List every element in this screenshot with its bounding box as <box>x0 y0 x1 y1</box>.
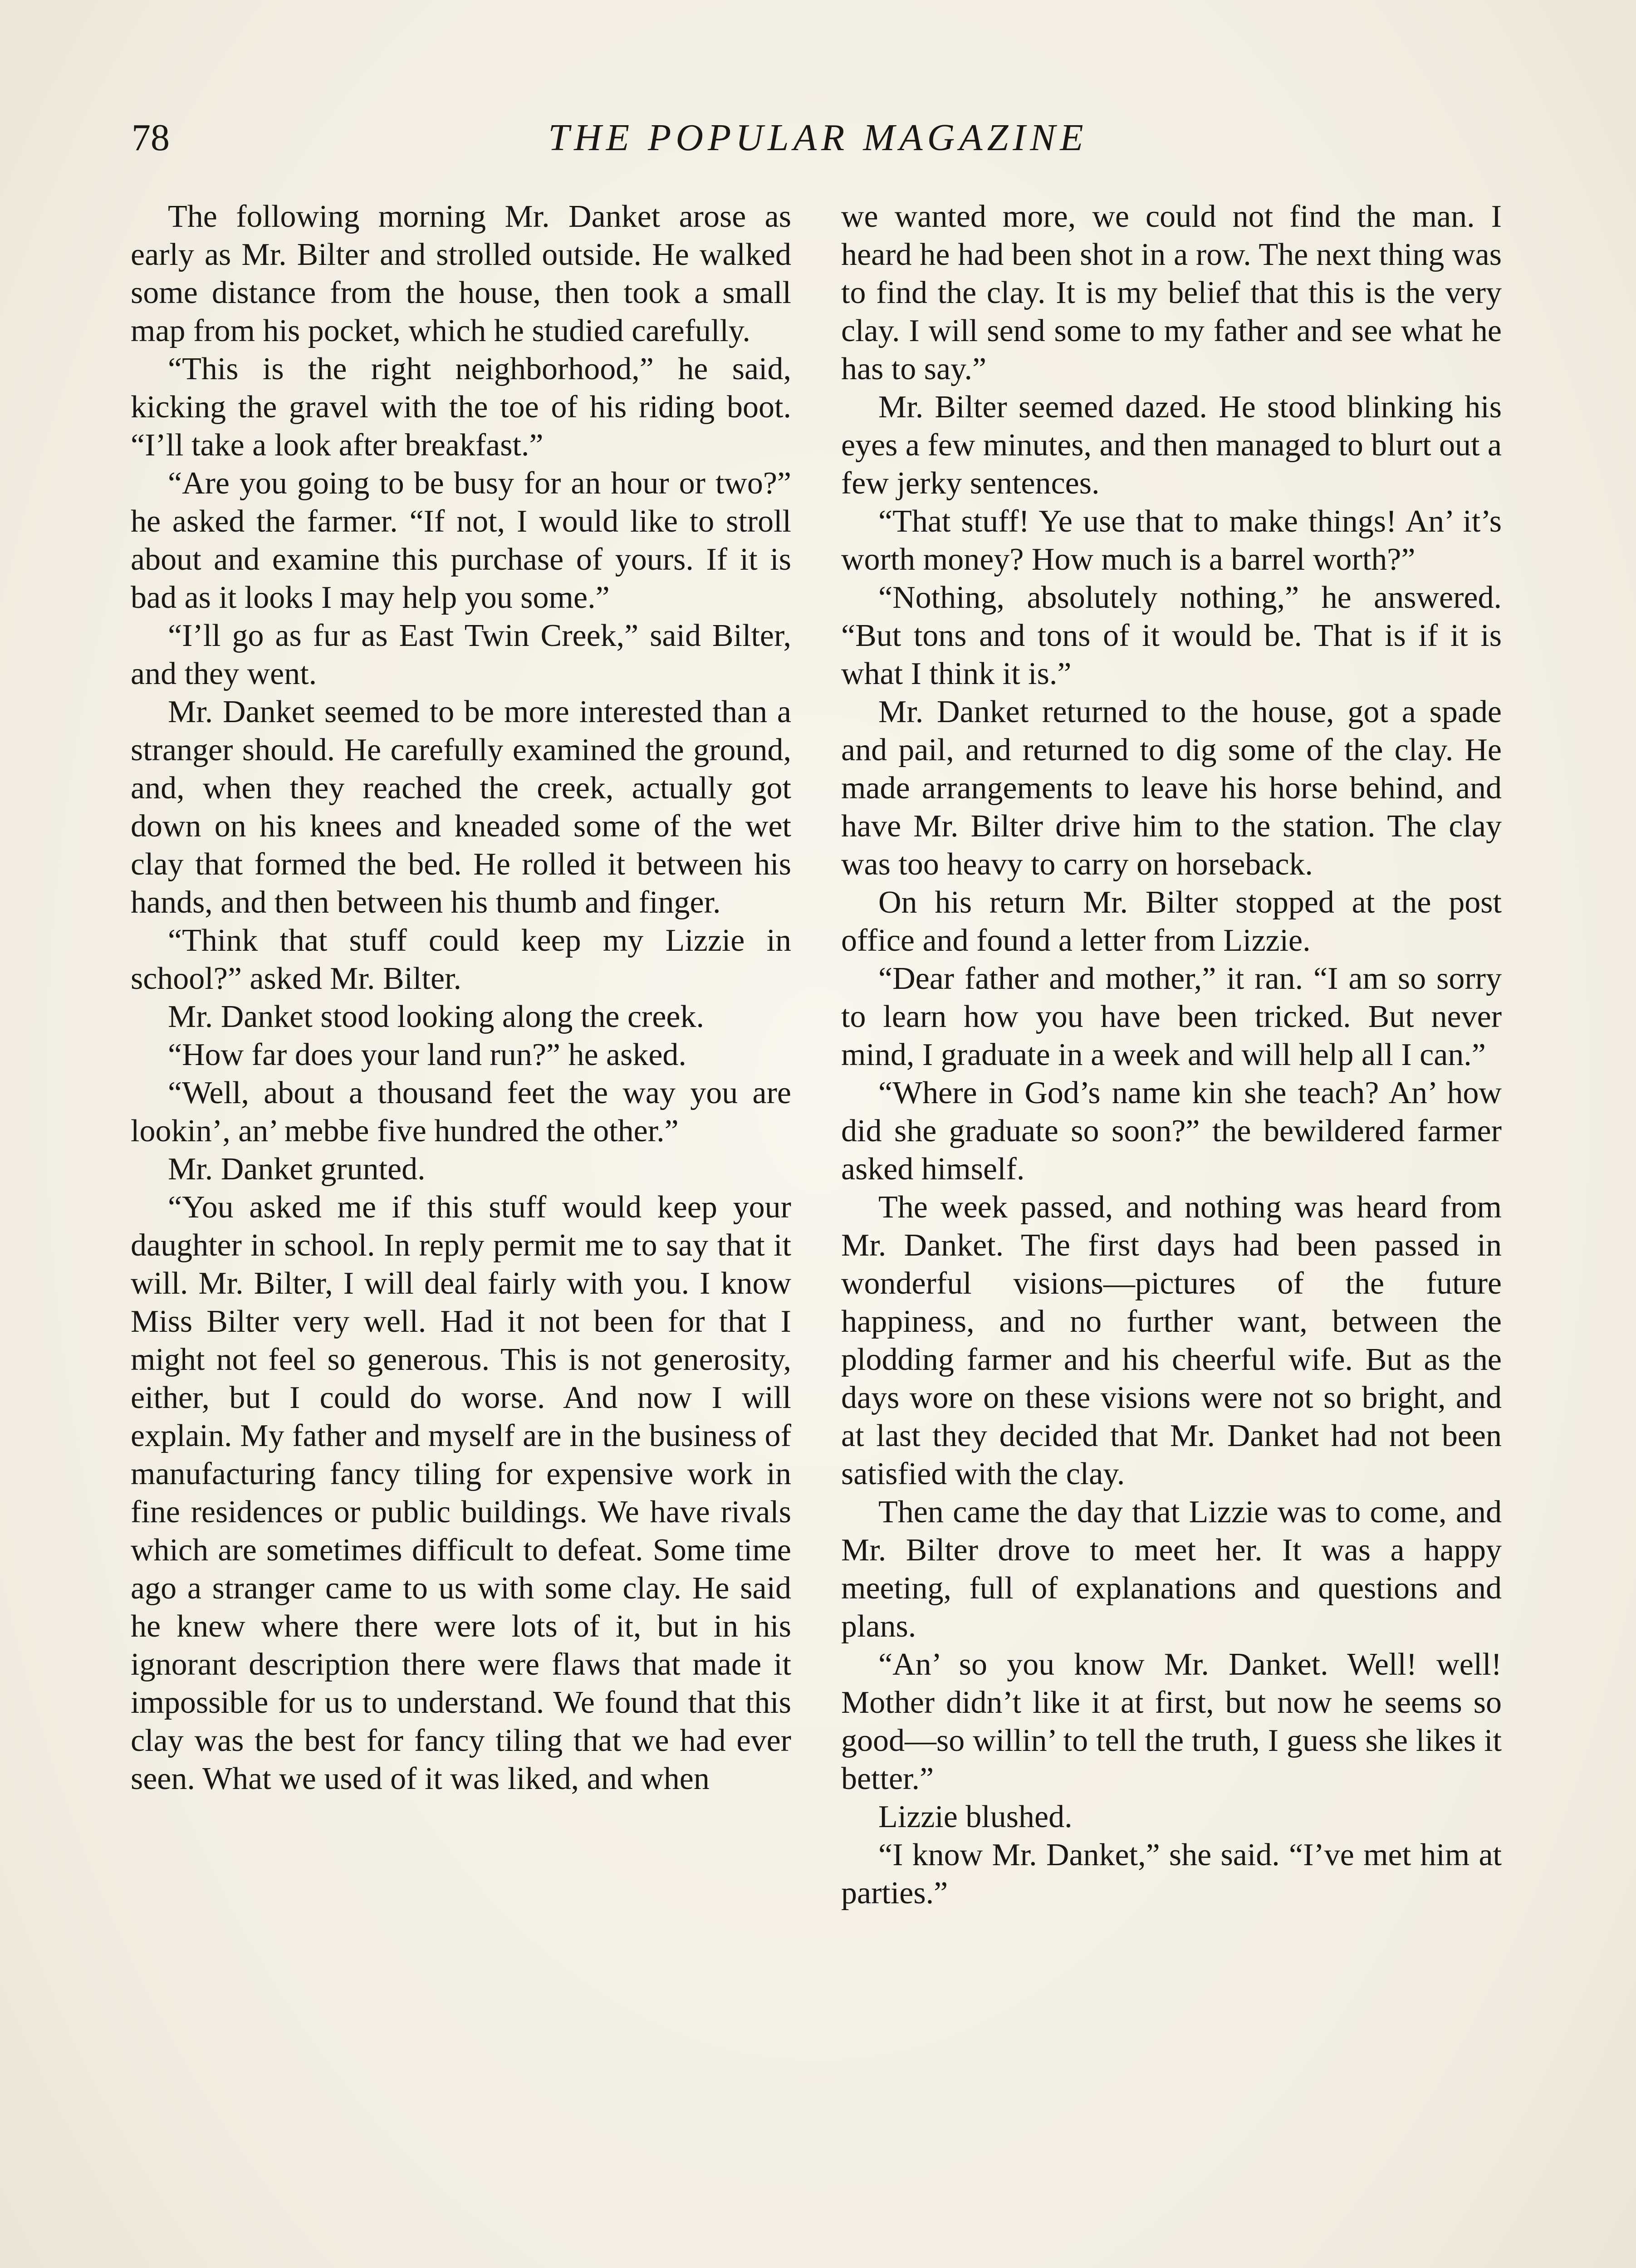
paragraph: “Are you going to be busy for an hour or two?” he asked the farmer. “If not, I would like to stroll about and examine this purchase of yours. If it is bad as it looks I may help you some.” <box>131 466 791 615</box>
paragraph: “Nothing, absolutely nothing,” he answered. “But tons and tons of it would be. That is if it is what I think it is.” <box>841 580 1502 691</box>
paragraph: Then came the day that Lizzie was to come, and Mr. Bilter drove to meet her. It was a happy meeting, full of explanations and questions and plans. <box>841 1495 1502 1644</box>
paragraph: “How far does your land run?” he asked. <box>168 1037 686 1072</box>
paragraph: “You asked me if this stuff would keep your daughter in school. In reply permit me to say that it will. Mr. Bilter, I will deal fairly with you. I know Miss Bilter very well. Had it not been for that I might not feel so generous. This is not generosity, either, but I could do worse. And now I will explain. My father and myself are in the business of manufacturing fancy tiling for expensive work in fine residences or public buildings. We have rivals which are sometimes difficult to defeat. Some time ago a stranger came to us with some clay. He said he knew where there were lots of it, but in his ignorant description there were flaws that made it impossible for us to understand. We found that this clay was the best for fancy tiling that we had ever seen. What we used of it was liked, and when <box>131 1190 791 1796</box>
paragraph: “Think that stuff could keep my Lizzie in school?” asked Mr. Bilter. <box>131 923 791 996</box>
paragraph: Mr. Bilter seemed dazed. He stood blinking his eyes a few minutes, and then managed to blurt out a few jerky sentences. <box>841 390 1502 501</box>
page-number: 78 <box>132 117 170 159</box>
paragraph: Mr. Danket returned to the house, got a spade and pail, and returned to dig some of the clay. He made arrangements to leave his horse behind, and have Mr. Bilter drive him to the station. The clay was too heavy to carry on horseback. <box>841 694 1502 882</box>
paragraph: “I know Mr. Danket,” she said. “I’ve met him at parties.” <box>841 1838 1502 1911</box>
paragraph: “This is the right neighborhood,” he said, kicking the gravel with the toe of his riding boot. “I’ll take a look after breakfast.” <box>131 352 791 463</box>
paragraph: On his return Mr. Bilter stopped at the post office and found a letter from Lizzie. <box>841 885 1502 958</box>
paragraph: “Where in God’s name kin she teach? An’ how did she graduate so soon?” the bewildered farmer asked himself. <box>841 1075 1502 1187</box>
right-column <box>841 198 1502 1912</box>
paragraph: “Well, about a thousand feet the way you are lookin’, an’ mebbe five hundred the other.” <box>131 1075 791 1149</box>
left-column <box>131 198 791 1798</box>
paragraph: The week passed, and nothing was heard from Mr. Danket. The first days had been passed in wonderful visions—pictures of the future happiness, and no further want, between the plodding farmer and his cheerful wife. But as the days wore on these visions were not so bright, and at last they decided that Mr. Danket had not been satisfied with the clay. <box>841 1190 1502 1491</box>
paragraph: “An’ so you know Mr. Danket. Well! well! Mother didn’t like it at first, but now he seems so good—so willin’ to tell the truth, I guess she likes it better.” <box>841 1647 1502 1796</box>
paragraph: Mr. Danket stood looking along the creek. <box>168 999 704 1034</box>
paragraph: Mr. Danket grunted. <box>168 1152 426 1187</box>
paragraph: “That stuff! Ye use that to make things! An’ it’s worth money? How much is a barrel worth?” <box>841 504 1502 577</box>
paragraph: “Dear father and mother,” it ran. “I am so sorry to learn how you have been tricked. But never mind, I graduate in a week and will help all I can.” <box>841 961 1502 1072</box>
paragraph: “I’ll go as fur as East Twin Creek,” said Bilter, and they went. <box>131 618 791 691</box>
running-title: THE POPULAR MAGAZINE <box>548 117 1088 159</box>
paragraph: The following morning Mr. Danket arose as early as Mr. Bilter and strolled outside. He walked some distance from the house, then took a small map from his pocket, which he studied carefully. <box>131 199 791 348</box>
paragraph-continued: we wanted more, we could not find the man. I heard he had been shot in a row. The next thing was to find the clay. It is my belief that this is the very clay. I will send some to my father and see what he has to say.” <box>841 199 1502 386</box>
paragraph: Lizzie blushed. <box>878 1799 1073 1834</box>
paragraph: Mr. Danket seemed to be more interested than a stranger should. He carefully examined the ground, and, when they reached the creek, actually got down on his knees and kneaded some of the wet clay that formed the bed. He rolled it between his hands, and then between his thumb and finger. <box>131 694 791 920</box>
